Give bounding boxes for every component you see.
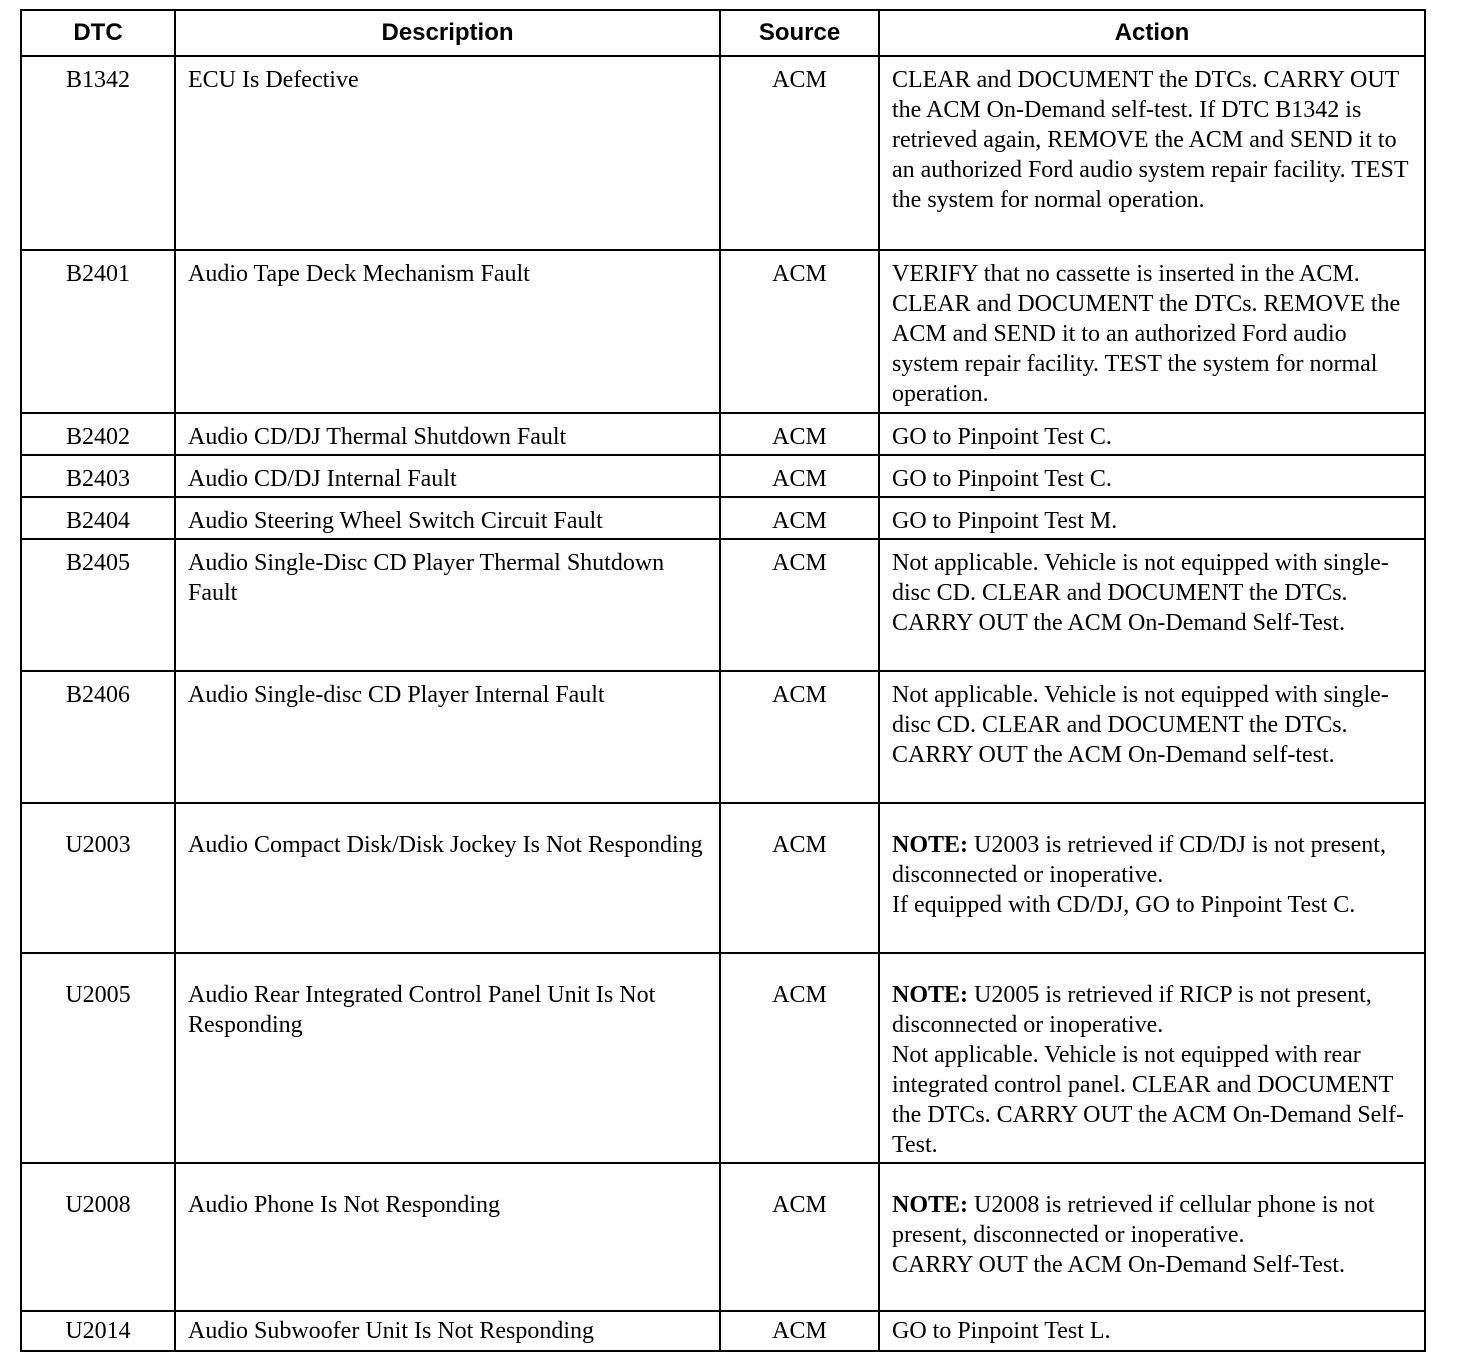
header-source: Source	[720, 10, 879, 56]
dtc-source: ACM	[720, 1163, 879, 1311]
dtc-source: ACM	[720, 671, 879, 803]
dtc-code: U2008	[21, 1163, 175, 1311]
dtc-action: GO to Pinpoint Test C.	[879, 455, 1425, 497]
dtc-note	[892, 830, 1418, 890]
table-row	[21, 413, 1425, 455]
dtc-action: GO to Pinpoint Test M.	[879, 497, 1425, 539]
dtc-source: ACM	[720, 250, 879, 413]
note-text: U2008 is retrieved if cellular phone is not present, disconnected or inoperative.	[892, 1192, 1375, 1248]
dtc-code: B2401	[21, 250, 175, 413]
note-text: U2005 is retrieved if RICP is not present, disconnected or inoperative.	[892, 982, 1372, 1038]
dtc-action: CARRY OUT the ACM On-Demand Self-Test.	[892, 1252, 1345, 1278]
dtc-source: ACM	[720, 539, 879, 671]
dtc-description: Audio Tape Deck Mechanism Fault	[175, 250, 720, 413]
note-text: U2003 is retrieved if CD/DJ is not present, disconnected or inoperative.	[892, 832, 1386, 888]
dtc-source: ACM	[720, 413, 879, 455]
dtc-source: ACM	[720, 455, 879, 497]
dtc-action: GO to Pinpoint Test L.	[879, 1311, 1425, 1351]
table-header	[21, 10, 1425, 56]
header-action: Action	[879, 10, 1425, 56]
table-row	[21, 539, 1425, 671]
dtc-description: Audio Rear Integrated Control Panel Unit Is Not Responding	[175, 953, 720, 1163]
header-dtc: DTC	[21, 10, 175, 56]
dtc-source: ACM	[720, 803, 879, 953]
dtc-action: Not applicable. Vehicle is not equipped with single-disc CD. CLEAR and DOCUMENT the DTCs. CARRY OUT the ACM On-Demand self-test.	[879, 671, 1425, 803]
dtc-code: B2403	[21, 455, 175, 497]
dtc-action-cell	[879, 803, 1425, 953]
dtc-source: ACM	[720, 497, 879, 539]
dtc-description: Audio Steering Wheel Switch Circuit Fault	[175, 497, 720, 539]
header-description: Description	[175, 10, 720, 56]
table-row	[21, 803, 1425, 953]
dtc-table	[20, 9, 1426, 1352]
note-label: NOTE:	[892, 832, 969, 858]
dtc-code: B2406	[21, 671, 175, 803]
dtc-action: CLEAR and DOCUMENT the DTCs. CARRY OUT the ACM On-Demand self-test. If DTC B1342 is retrieved again, REMOVE the ACM and SEND it to an authorized Ford audio system repair facility. TEST the system for normal operation.	[879, 56, 1425, 250]
dtc-action: Not applicable. Vehicle is not equipped with rear integrated control panel. CLEAR and DOCUMENT the DTCs. CARRY OUT the ACM On-Demand Self-Test.	[892, 1042, 1404, 1158]
table-body	[21, 56, 1425, 1351]
note-label: NOTE:	[892, 1192, 969, 1218]
dtc-code: B2402	[21, 413, 175, 455]
table-row	[21, 250, 1425, 413]
dtc-code: B2405	[21, 539, 175, 671]
table-row	[21, 953, 1425, 1163]
table-row	[21, 497, 1425, 539]
dtc-description: Audio Subwoofer Unit Is Not Responding	[175, 1311, 720, 1351]
dtc-description: ECU Is Defective	[175, 56, 720, 250]
dtc-description: Audio Phone Is Not Responding	[175, 1163, 720, 1311]
dtc-source: ACM	[720, 1311, 879, 1351]
dtc-description: Audio Single-disc CD Player Internal Fault	[175, 671, 720, 803]
table-row	[21, 1163, 1425, 1311]
dtc-code: B2404	[21, 497, 175, 539]
dtc-description: Audio Single-Disc CD Player Thermal Shutdown Fault	[175, 539, 720, 671]
table-row	[21, 1311, 1425, 1351]
header-row	[21, 10, 1425, 56]
table-row	[21, 671, 1425, 803]
dtc-source: ACM	[720, 56, 879, 250]
dtc-action: If equipped with CD/DJ, GO to Pinpoint Test C.	[892, 892, 1356, 918]
note-label: NOTE:	[892, 982, 969, 1008]
dtc-code: U2014	[21, 1311, 175, 1351]
dtc-note	[892, 980, 1418, 1040]
table-row	[21, 455, 1425, 497]
dtc-note	[892, 1190, 1418, 1250]
dtc-action-cell	[879, 953, 1425, 1163]
dtc-source: ACM	[720, 953, 879, 1163]
dtc-code: B1342	[21, 56, 175, 250]
dtc-action: Not applicable. Vehicle is not equipped with single-disc CD. CLEAR and DOCUMENT the DTCs. CARRY OUT the ACM On-Demand Self-Test.	[879, 539, 1425, 671]
dtc-action: VERIFY that no cassette is inserted in the ACM. CLEAR and DOCUMENT the DTCs. REMOVE the ACM and SEND it to an authorized Ford audio system repair facility. TEST the system for normal operation.	[879, 250, 1425, 413]
dtc-code: U2005	[21, 953, 175, 1163]
dtc-description: Audio CD/DJ Internal Fault	[175, 455, 720, 497]
dtc-description: Audio CD/DJ Thermal Shutdown Fault	[175, 413, 720, 455]
dtc-description: Audio Compact Disk/Disk Jockey Is Not Responding	[175, 803, 720, 953]
table-row	[21, 56, 1425, 250]
dtc-action-cell	[879, 1163, 1425, 1311]
dtc-code: U2003	[21, 803, 175, 953]
dtc-action: GO to Pinpoint Test C.	[879, 413, 1425, 455]
